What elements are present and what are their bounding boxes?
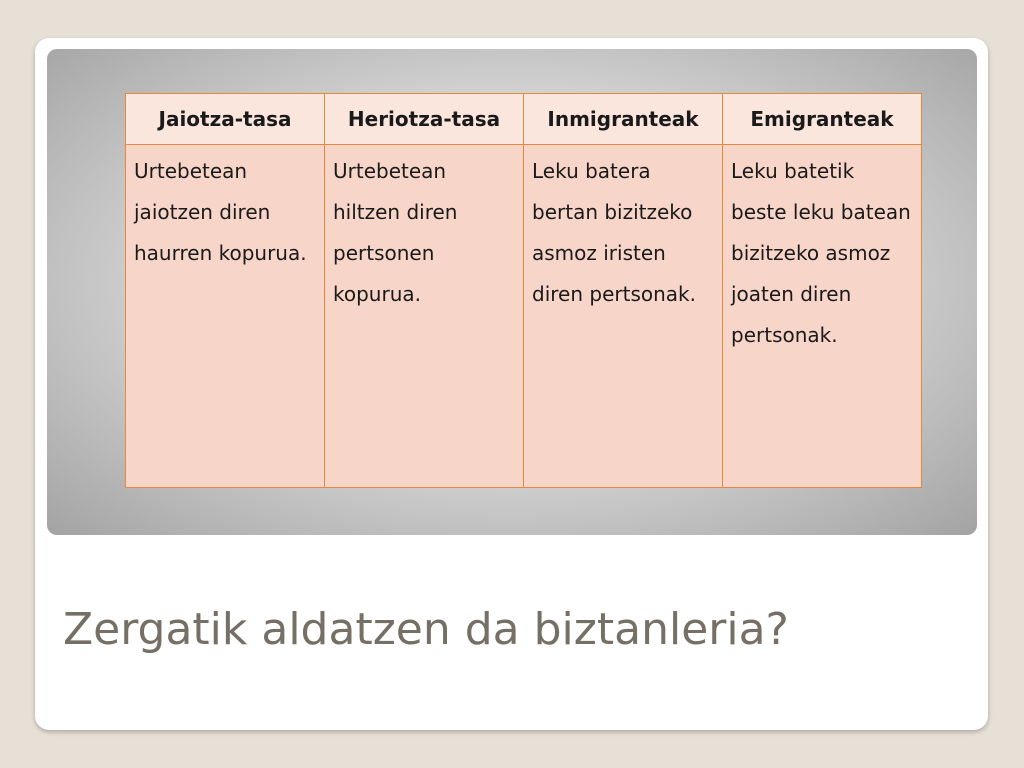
slide bbox=[35, 38, 988, 730]
header-birth-rate: Jaiotza-tasa bbox=[126, 94, 325, 145]
cell-emigrants: Leku batetik beste leku batean bizitzeko asmoz joaten diren pertsonak. bbox=[723, 145, 922, 488]
cell-immigrants: Leku batera bertan bizitzeko asmoz iristen diren pertsonak. bbox=[524, 145, 723, 488]
header-immigrants: Inmigranteak bbox=[524, 94, 723, 145]
slide-title: Zergatik aldatzen da biztanleria? bbox=[63, 604, 789, 655]
definitions-table bbox=[125, 93, 922, 488]
table-row bbox=[126, 145, 922, 488]
table-panel bbox=[47, 49, 977, 535]
header-death-rate: Heriotza-tasa bbox=[325, 94, 524, 145]
cell-birth-rate: Urtebetean jaiotzen diren haurren kopurua. bbox=[126, 145, 325, 488]
cell-death-rate: Urtebetean hiltzen diren pertsonen kopurua. bbox=[325, 145, 524, 488]
header-emigrants: Emigranteak bbox=[723, 94, 922, 145]
table-header-row bbox=[126, 94, 922, 145]
